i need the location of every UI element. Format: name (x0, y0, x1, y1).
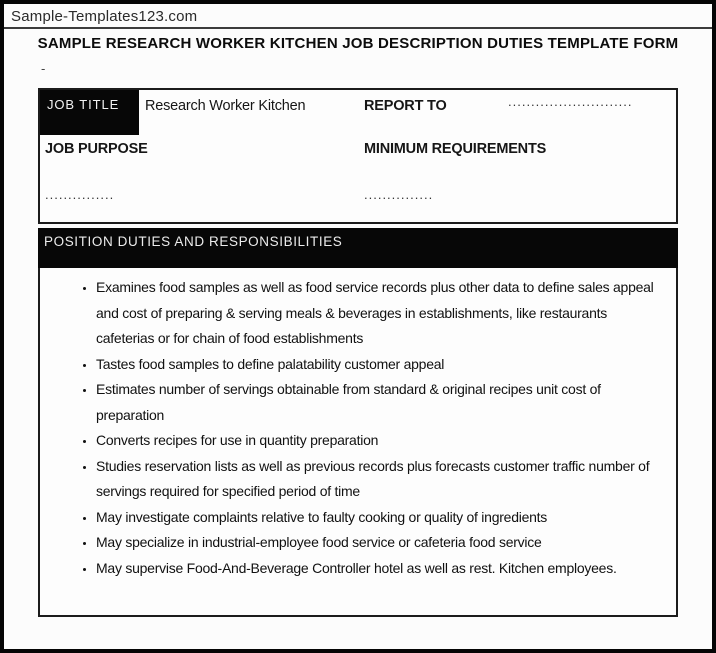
job-title-header-cell: JOB TITLE (40, 90, 139, 135)
duty-item: • May specialize in industrial-employee food service or cafeteria food service (96, 530, 666, 556)
duties-section (38, 268, 678, 617)
duty-item: • Converts recipes for use in quantity preparation (96, 428, 666, 454)
header-divider (4, 27, 712, 29)
duties-list (40, 275, 676, 581)
duty-item: • Estimates number of servings obtainable from standard & original recipes unit cost of preparation (96, 377, 666, 428)
report-to-fill-line: ........................... (508, 94, 633, 109)
duty-item: • May investigate complaints relative to faulty cooking or quality of ingredients (96, 505, 666, 531)
duties-section-header: POSITION DUTIES AND RESPONSIBILITIES (38, 228, 678, 268)
job-title-value: Research Worker Kitchen (145, 98, 306, 114)
duty-item: • Tastes food samples to define palatability customer appeal (96, 352, 666, 378)
minimum-requirements-fill-line: ............... (364, 187, 434, 202)
job-info-table (38, 88, 678, 224)
minimum-requirements-label: MINIMUM REQUIREMENTS (364, 141, 547, 157)
job-purpose-label: JOB PURPOSE (45, 141, 148, 157)
stray-mark: - (41, 61, 46, 76)
page-title: SAMPLE RESEARCH WORKER KITCHEN JOB DESCRIPTION DUTIES TEMPLATE FORM (37, 35, 679, 52)
duty-item: • May supervise Food-And-Beverage Controller hotel as well as rest. Kitchen employees. (96, 556, 666, 582)
duty-item: • Studies reservation lists as well as previous records plus forecasts customer traffic number of servings required for specified period of time (96, 454, 666, 505)
report-to-label: REPORT TO (364, 98, 447, 114)
job-purpose-fill-line: ............... (45, 187, 115, 202)
watermark-text: Sample-Templates123.com (11, 8, 198, 25)
duty-item: • Examines food samples as well as food service records plus other data to define sales appeal and cost of preparing & serving meals & beverages in establishments, like restaurants cafeterias or for chain of food establishments (96, 275, 666, 352)
